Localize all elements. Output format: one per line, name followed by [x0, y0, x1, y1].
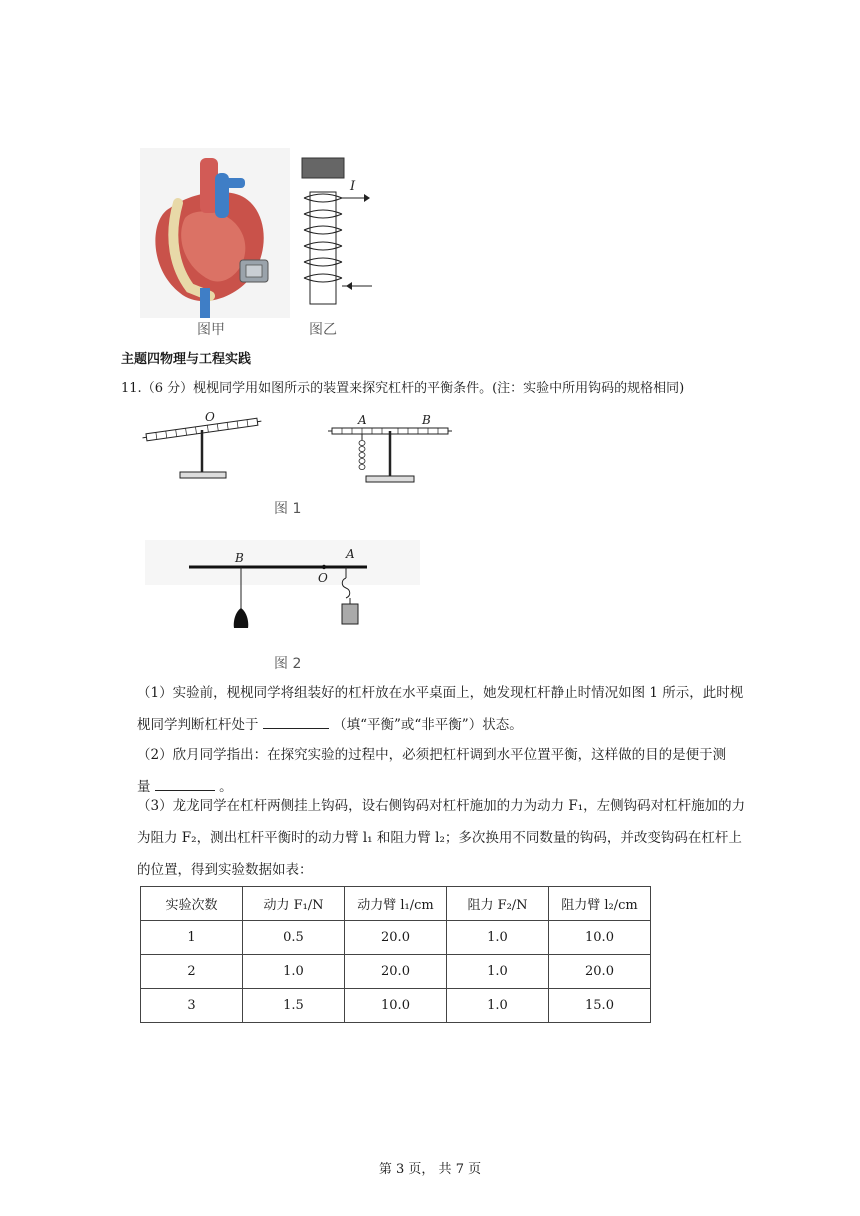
part-3-line-1: （3）龙龙同学在杠杆两侧挂上钩码，设右侧钩码对杠杆施加的力为动力 F₁，左侧钩码对杠杆施加的力	[137, 798, 746, 814]
figure-yi-caption: 图乙	[309, 322, 337, 338]
part-1-line-1: （1）实验前，枧枧同学将组装好的杠杆放在水平桌面上，她发现杠杆静止时情况如图 1 所示，此时枧	[137, 685, 744, 701]
table-cell: 20.0	[345, 921, 447, 955]
fig2-o-label: O	[318, 571, 328, 585]
fig2-b-label: B	[235, 551, 244, 565]
table-cell: 20.0	[549, 955, 651, 989]
part-1-line-2: 枧同学判断杠杆处于 （填“平衡”或“非平衡”）状态。	[137, 709, 747, 741]
part-3-line-3: 的位置，得到实验数据如表：	[137, 862, 313, 878]
part-2-line-2: 量 。	[137, 771, 747, 803]
answer-blank-2[interactable]	[155, 776, 215, 791]
col-header-f1: 动力 F₁/N	[243, 887, 345, 921]
figure-1-tilted-lever	[140, 408, 270, 483]
table-cell: 0.5	[243, 921, 345, 955]
table-cell: 10.0	[345, 989, 447, 1023]
fig1-b-label: B	[422, 413, 431, 427]
part-3	[137, 790, 747, 886]
question-stem	[121, 377, 684, 396]
table-row	[141, 989, 651, 1023]
current-label: I	[350, 179, 356, 194]
table-cell: 1.0	[447, 989, 549, 1023]
solenoid-diagram	[290, 150, 380, 320]
table-header-row	[141, 887, 651, 921]
question-score: （6 分）	[141, 381, 194, 396]
heart-illustration	[140, 148, 290, 318]
experiment-data-table	[140, 886, 651, 1023]
table-cell: 1.5	[243, 989, 345, 1023]
question-text: 枧枧同学用如图所示的装置来探究杠杆的平衡条件。(注：实验中所用钩码的规格相同)	[193, 381, 685, 396]
table-cell: 15.0	[549, 989, 651, 1023]
page-footer: 第 3 页， 共 7 页	[378, 1162, 482, 1177]
figure-2-lever	[145, 540, 420, 640]
figure-1-caption: 图 1	[274, 501, 302, 517]
fig2-a-label: A	[346, 547, 355, 561]
table-cell: 2	[141, 955, 243, 989]
section-title: 主题四物理与工程实践	[121, 352, 252, 367]
fig1-pivot-label: O	[205, 410, 215, 424]
figure-2-caption: 图 2	[274, 656, 302, 672]
table-cell: 20.0	[345, 955, 447, 989]
table-cell: 1.0	[243, 955, 345, 989]
table-cell: 3	[141, 989, 243, 1023]
table-cell: 1	[141, 921, 243, 955]
table-cell: 10.0	[549, 921, 651, 955]
part-2-line-1: （2）欣月同学指出：在探究实验的过程中，必须把杠杆调到水平位置平衡，这样做的目的是便于测	[137, 747, 727, 763]
figure-1-lever-with-weights	[326, 412, 456, 487]
col-header-l2: 阻力臂 l₂/cm	[549, 887, 651, 921]
table-row	[141, 955, 651, 989]
col-header-l1: 动力臂 l₁/cm	[345, 887, 447, 921]
part-3-line-2: 为阻力 F₂，测出杠杆平衡时的动力臂 l₁ 和阻力臂 l₂；多次换用不同数量的钩码，并改变钩码在杠杆上	[137, 830, 742, 846]
question-number: 11.	[121, 381, 142, 396]
table-cell: 1.0	[447, 921, 549, 955]
table-cell: 1.0	[447, 955, 549, 989]
col-header-f2: 阻力 F₂/N	[447, 887, 549, 921]
fig1-a-label: A	[358, 413, 367, 427]
table-row	[141, 921, 651, 955]
figure-jia-caption: 图甲	[197, 322, 225, 338]
part-1	[137, 677, 747, 741]
col-header-trial: 实验次数	[141, 887, 243, 921]
answer-blank-1[interactable]	[263, 714, 329, 729]
